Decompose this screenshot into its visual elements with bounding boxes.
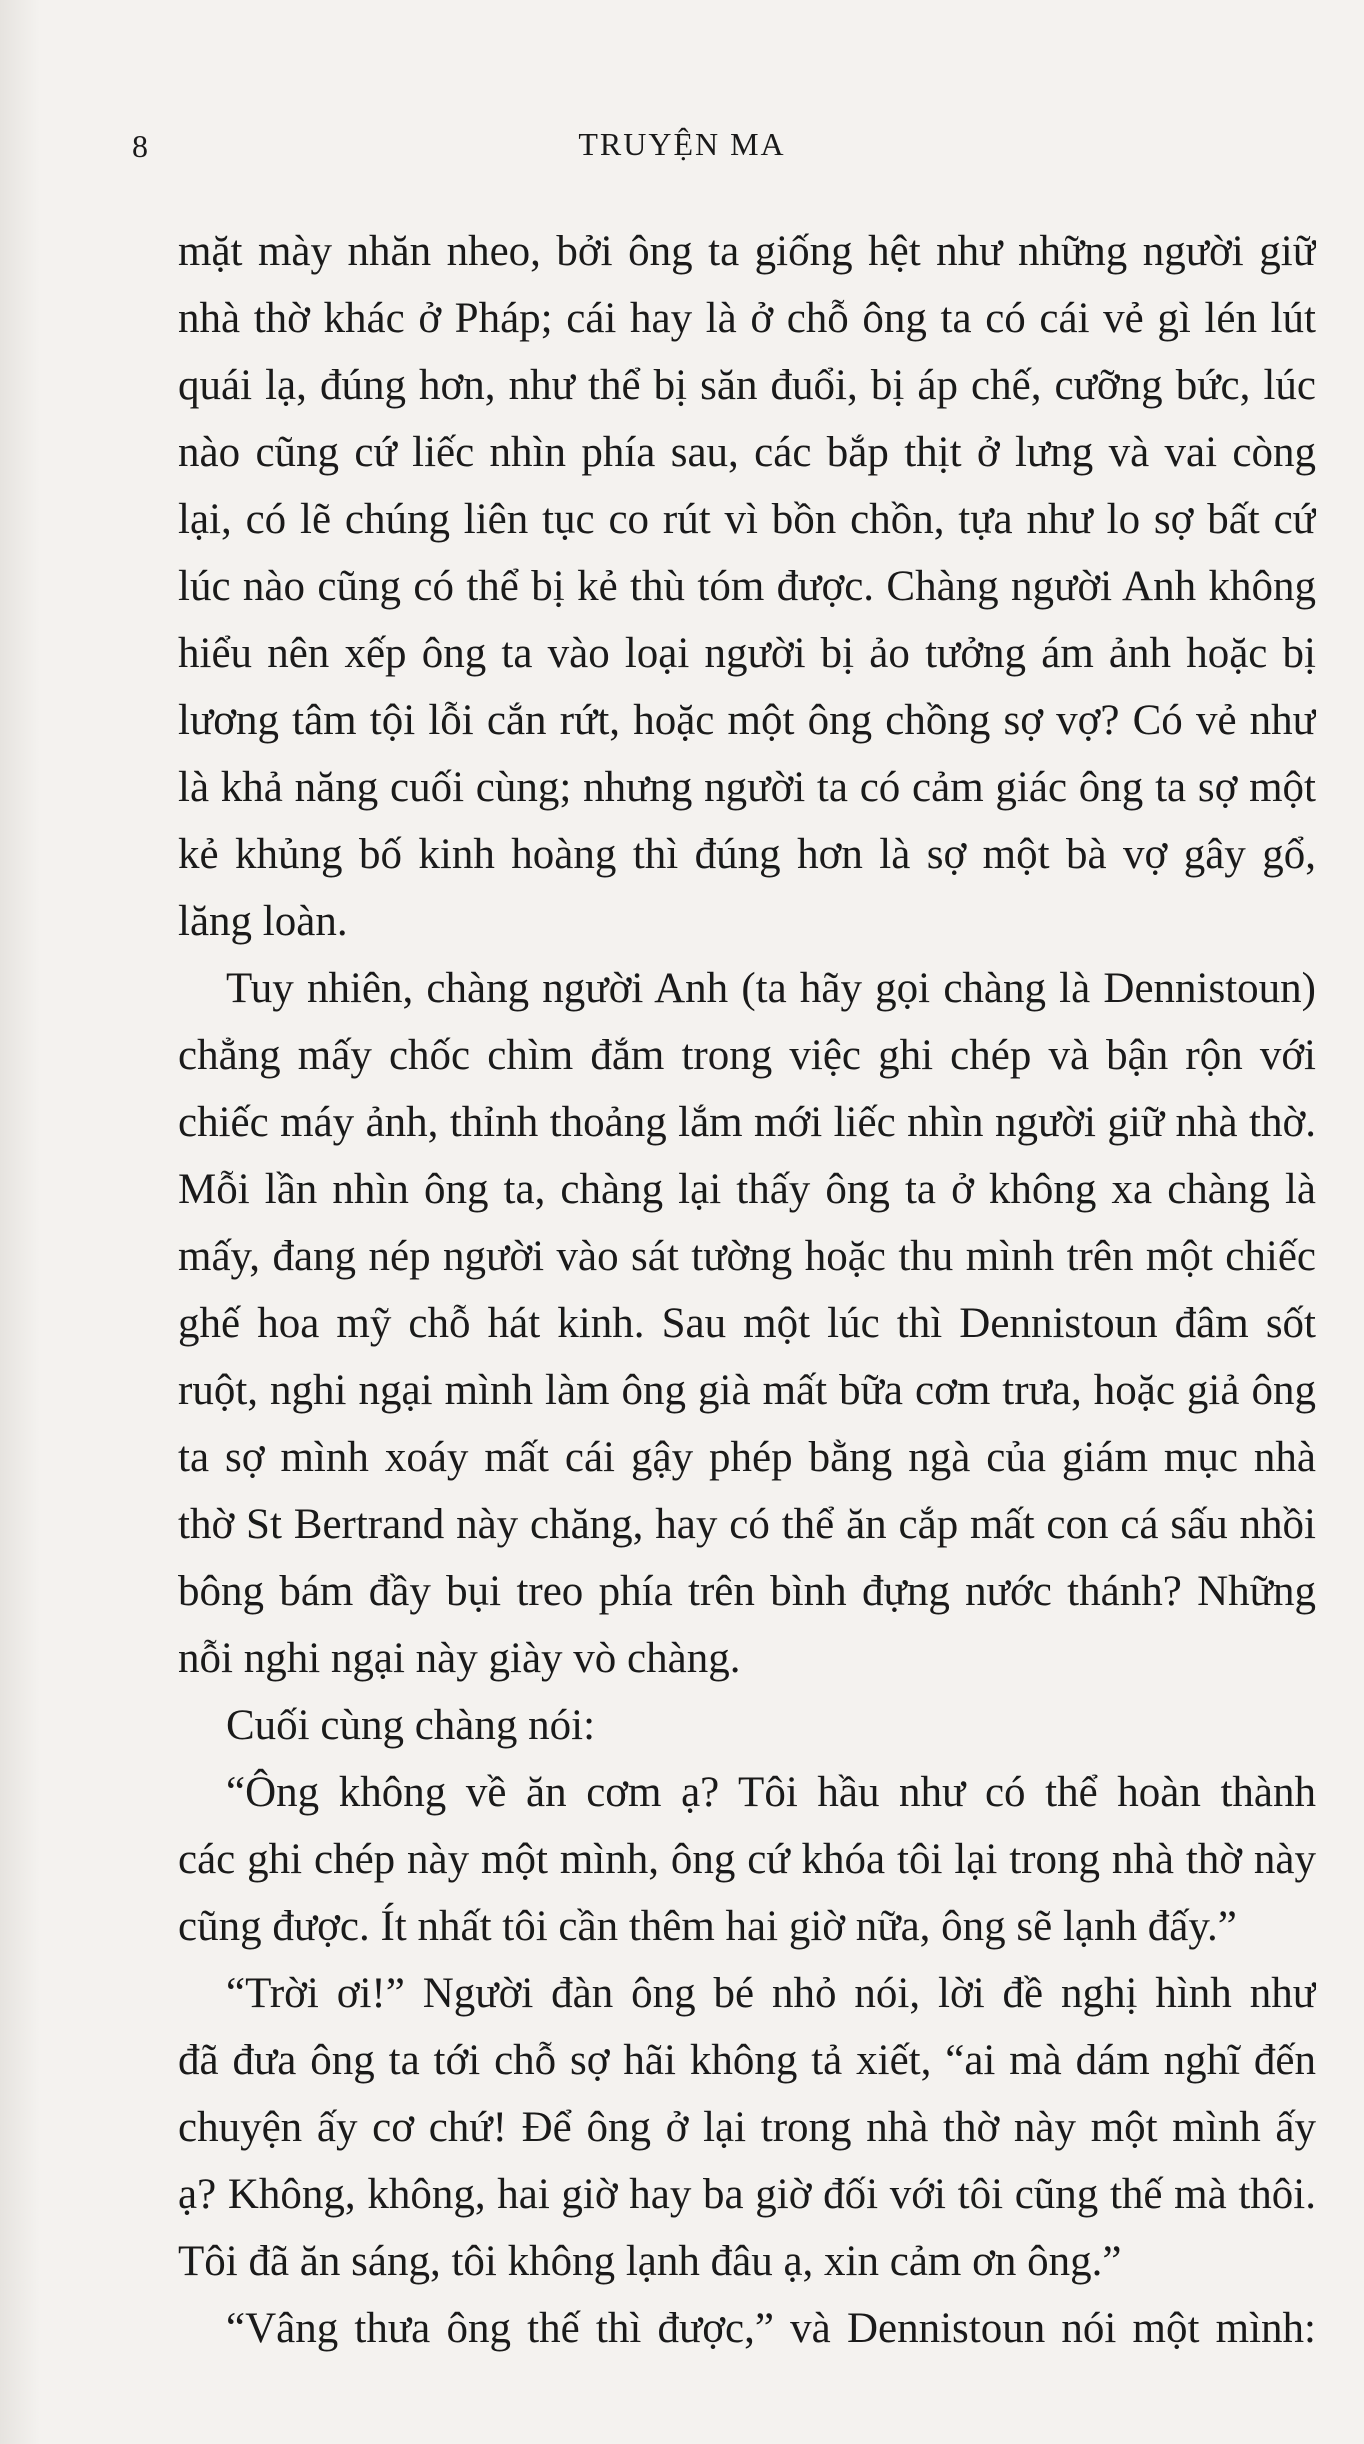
paragraph: [178, 1692, 1316, 1759]
text-line: quái lạ, đúng hơn, như thể bị săn đuổi, bị áp chế, cưỡng bức, lúc: [178, 362, 1316, 409]
text-line: thờ St Bertrand này chăng, hay có thể ăn cắp mất con cá sấu nhồi: [178, 1501, 1316, 1548]
text-line: chẳng mấy chốc chìm đắm trong việc ghi chép và bận rộn với: [178, 1032, 1316, 1079]
paragraph: [178, 2295, 1316, 2362]
text-line: “Trời ơi!” Người đàn ông bé nhỏ nói, lời đề nghị hình như: [226, 1970, 1316, 2017]
text-line: hiểu nên xếp ông ta vào loại người bị ảo tưởng ám ảnh hoặc bị: [178, 630, 1316, 677]
text-line: các ghi chép này một mình, ông cứ khóa tôi lại trong nhà thờ này: [178, 1836, 1316, 1883]
text-line: lăng loàn.: [178, 898, 348, 945]
paragraph: [178, 1960, 1316, 2295]
text-line: “Vâng thưa ông thế thì được,” và Dennistoun nói một mình:: [226, 2305, 1316, 2352]
text-line: lúc nào cũng có thể bị kẻ thù tóm được. Chàng người Anh không: [178, 563, 1316, 610]
page-gutter-shadow: [0, 0, 40, 2444]
text-line: chuyện ấy cơ chứ! Để ông ở lại trong nhà thờ này một mình ấy: [178, 2104, 1316, 2151]
page-number: 8: [132, 128, 148, 164]
text-line: “Ông không về ăn cơm ạ? Tôi hầu như có thể hoàn thành: [226, 1769, 1316, 1816]
text-line: nỗi nghi ngại này giày vò chàng.: [178, 1635, 741, 1682]
text-line: nhà thờ khác ở Pháp; cái hay là ở chỗ ông ta có cái vẻ gì lén lút: [178, 295, 1316, 342]
text-line: Mỗi lần nhìn ông ta, chàng lại thấy ông ta ở không xa chàng là: [178, 1166, 1316, 1213]
text-line: kẻ khủng bố kinh hoàng thì đúng hơn là sợ một bà vợ gây gổ,: [178, 831, 1316, 878]
text-line: ta sợ mình xoáy mất cái gậy phép bằng ngà của giám mục nhà: [178, 1434, 1316, 1481]
text-line: Tuy nhiên, chàng người Anh (ta hãy gọi chàng là Dennistoun): [226, 965, 1316, 1012]
text-line: bông bám đầy bụi treo phía trên bình đựng nước thánh? Những: [178, 1568, 1316, 1615]
text-line: cũng được. Ít nhất tôi cần thêm hai giờ nữa, ông sẽ lạnh đấy.”: [178, 1903, 1237, 1950]
text-line: mặt mày nhăn nheo, bởi ông ta giống hệt như những người giữ: [178, 228, 1316, 275]
text-line: ạ? Không, không, hai giờ hay ba giờ đối với tôi cũng thế mà thôi.: [178, 2171, 1316, 2218]
text-line: Cuối cùng chàng nói:: [226, 1702, 596, 1749]
text-line: ruột, nghi ngại mình làm ông già mất bữa cơm trưa, hoặc giả ông: [178, 1367, 1316, 1414]
paragraph: [178, 955, 1316, 1692]
text-line: đã đưa ông ta tới chỗ sợ hãi không tả xiết, “ai mà dám nghĩ đến: [178, 2037, 1316, 2084]
paragraph: [178, 1759, 1316, 1960]
paragraph: [178, 218, 1316, 955]
text-line: nào cũng cứ liếc nhìn phía sau, các bắp thịt ở lưng và vai còng: [178, 429, 1316, 476]
text-line: lại, có lẽ chúng liên tục co rút vì bồn chồn, tựa như lo sợ bất cứ: [178, 496, 1316, 543]
text-line: mấy, đang nép người vào sát tường hoặc thu mình trên một chiếc: [178, 1233, 1316, 1280]
text-line: là khả năng cuối cùng; nhưng người ta có cảm giác ông ta sợ một: [178, 764, 1316, 811]
text-line: chiếc máy ảnh, thỉnh thoảng lắm mới liếc nhìn người giữ nhà thờ.: [178, 1099, 1316, 1146]
running-title: TRUYỆN MA: [578, 126, 786, 162]
text-line: ghế hoa mỹ chỗ hát kinh. Sau một lúc thì Dennistoun đâm sốt: [178, 1300, 1316, 1347]
text-line: Tôi đã ăn sáng, tôi không lạnh đâu ạ, xin cảm ơn ông.”: [178, 2238, 1122, 2285]
page-body: [178, 218, 1316, 2362]
text-line: lương tâm tội lỗi cắn rứt, hoặc một ông chồng sợ vợ? Có vẻ như: [178, 697, 1316, 744]
